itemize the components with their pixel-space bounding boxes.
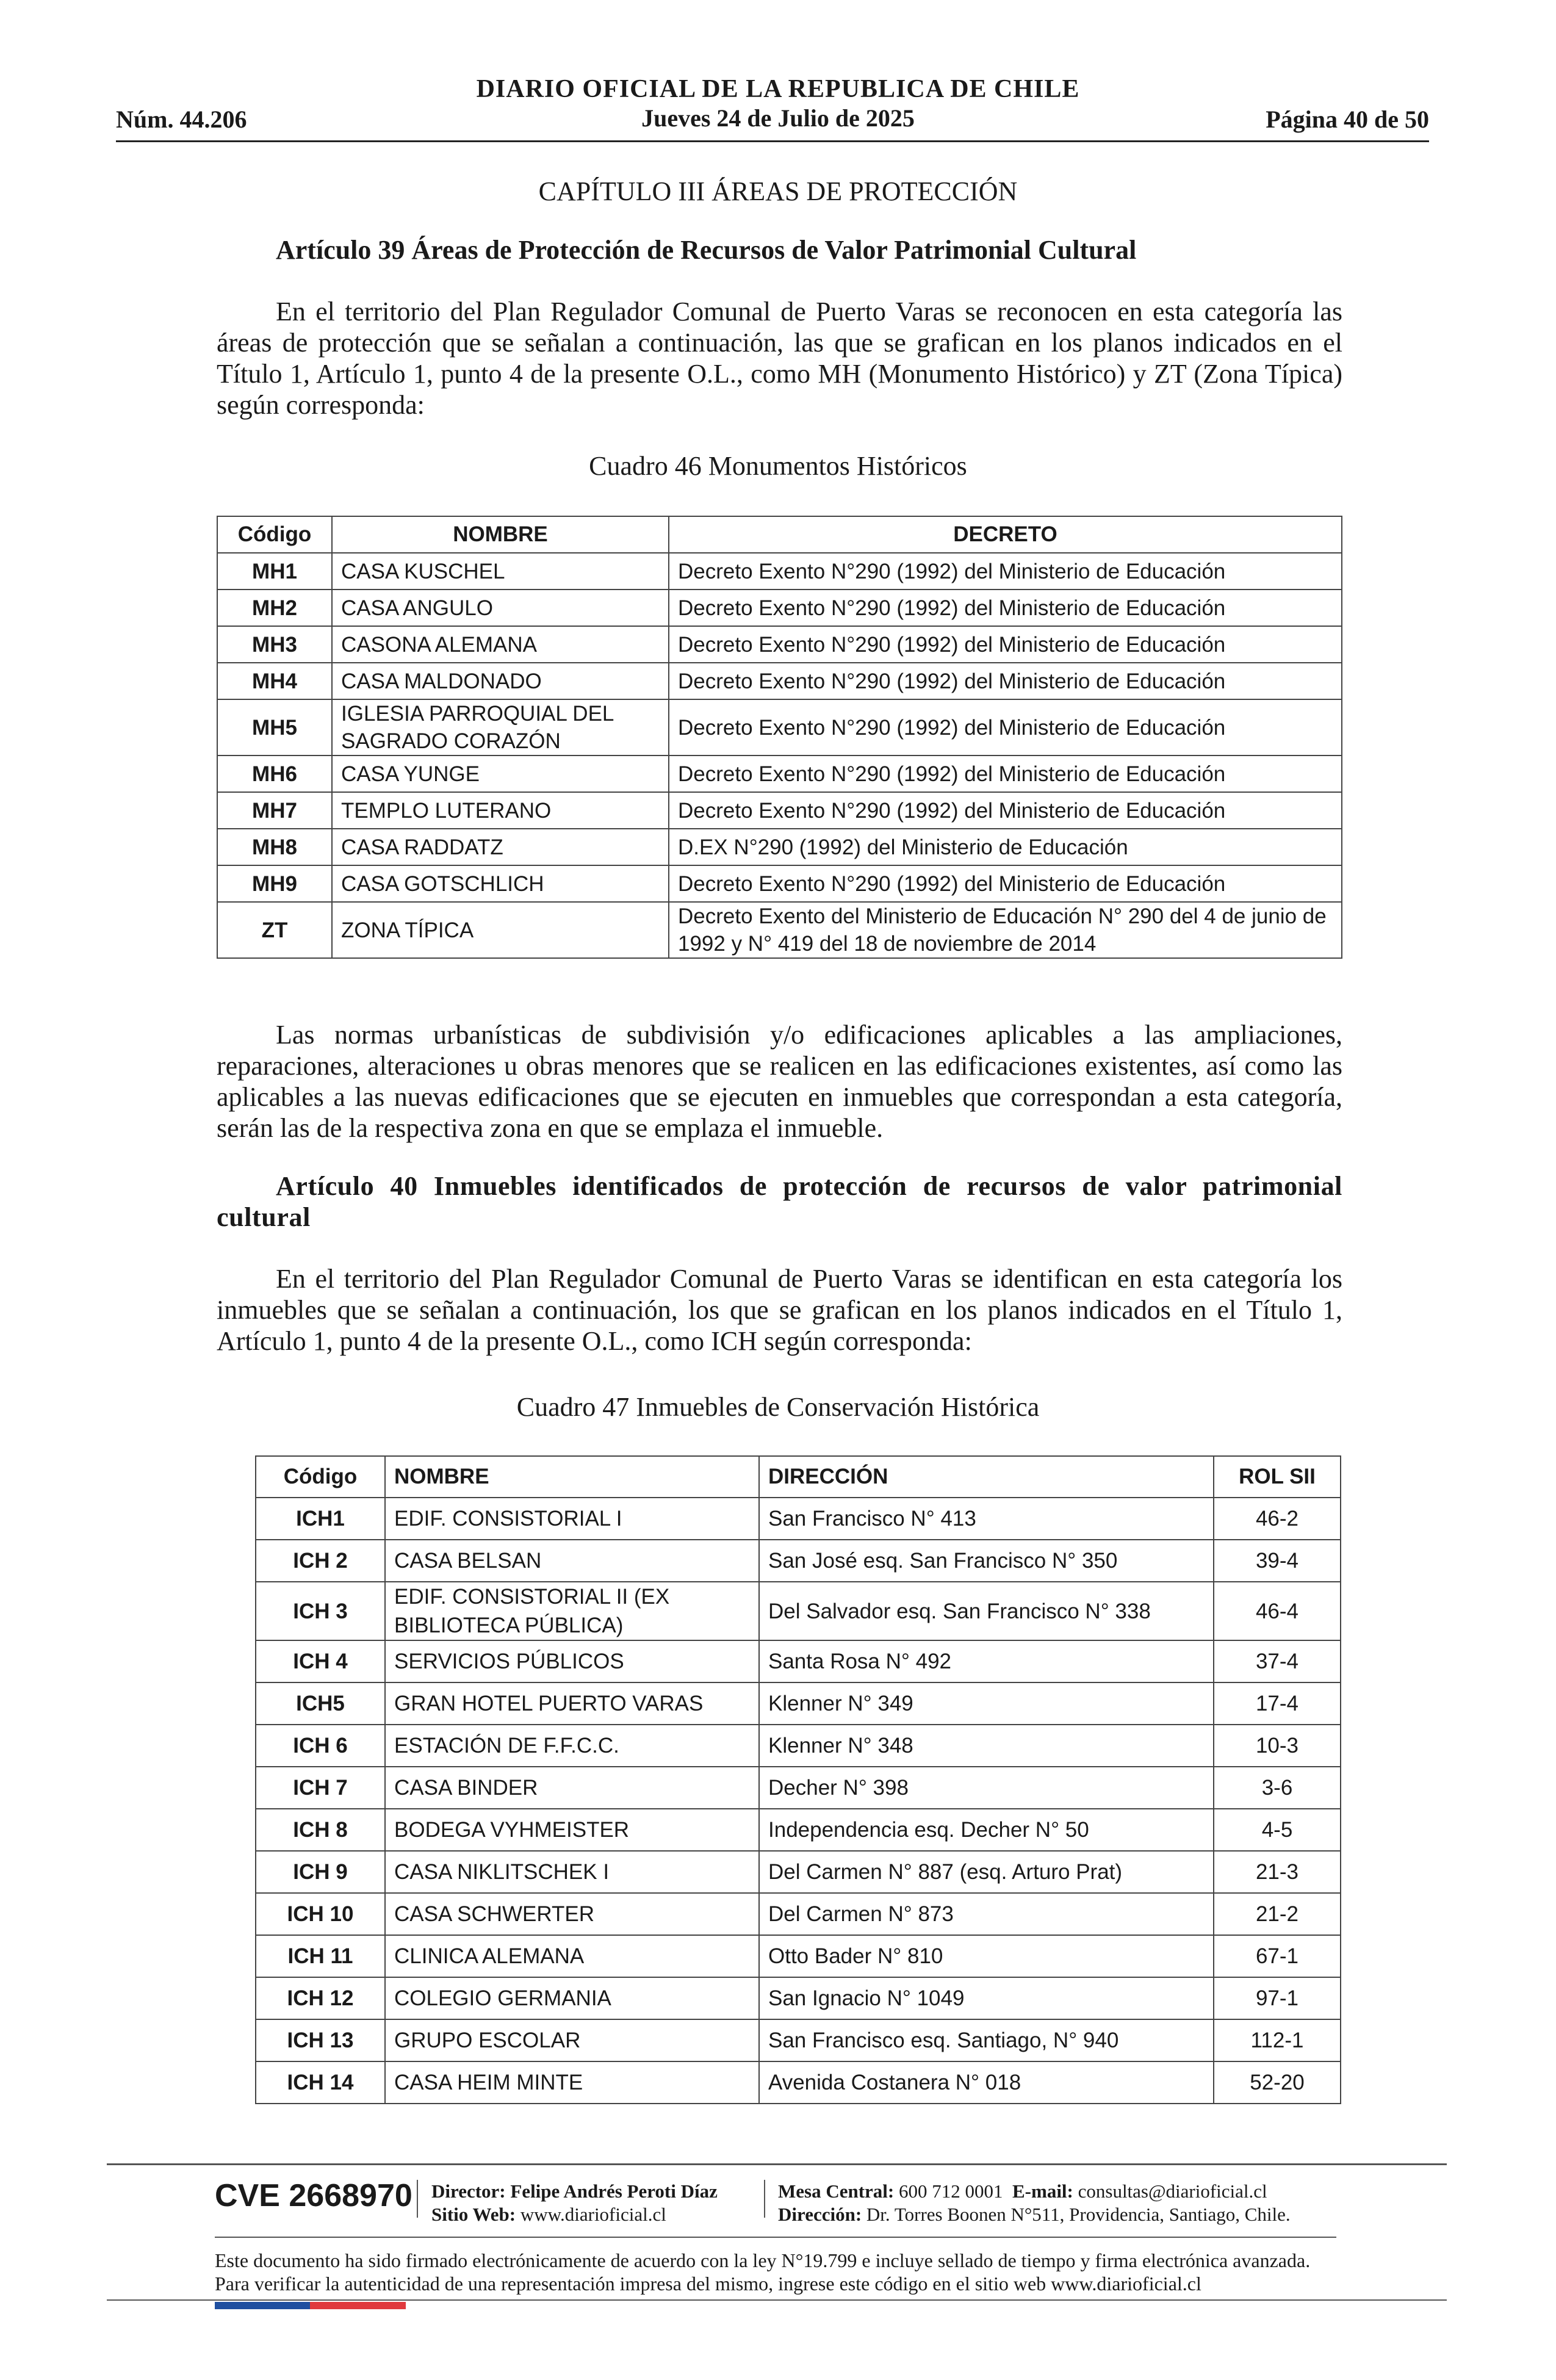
director-name: Felipe Andrés Peroti Díaz [510, 2180, 718, 2202]
article-39-heading: Artículo 39 Áreas de Protección de Recursos de Valor Patrimonial Cultural [276, 235, 1137, 265]
table-47-caption: Cuadro 47 Inmuebles de Conservación Histórica [516, 1392, 1040, 1422]
cell-direccion: San Francisco N° 413 [759, 1498, 1214, 1540]
email-link[interactable]: consultas@diarioficial.cl [1078, 2180, 1267, 2202]
cell-codigo: ICH 3 [256, 1582, 385, 1640]
table-row [256, 1851, 1341, 1893]
table-row [217, 626, 1342, 663]
cell-direccion: San Ignacio N° 1049 [759, 1977, 1214, 2019]
table-row [256, 1935, 1341, 1977]
cell-rol-sii: 46-2 [1214, 1498, 1341, 1540]
cell-codigo: ICH 11 [256, 1935, 385, 1977]
cell-rol-sii: 37-4 [1214, 1640, 1341, 1682]
table-row [256, 1540, 1341, 1582]
table-header-row [217, 516, 1342, 553]
cell-codigo: MH7 [217, 792, 332, 829]
cell-codigo: ICH 14 [256, 2061, 385, 2104]
cell-direccion: Avenida Costanera N° 018 [759, 2061, 1214, 2104]
cell-decreto: Decreto Exento N°290 (1992) del Ministerio de Educación [669, 755, 1342, 792]
article-40-heading: Artículo 40 Inmuebles identificados de protección de recursos de valor patrimonial cultural [217, 1171, 1342, 1232]
cell-rol-sii: 52-20 [1214, 2061, 1341, 2104]
cell-nombre: CASA ANGULO [332, 590, 669, 626]
issue-number: Núm. 44.206 [116, 106, 247, 133]
table-row [217, 553, 1342, 590]
cell-direccion: San José esq. San Francisco N° 350 [759, 1540, 1214, 1582]
table-row [217, 829, 1342, 865]
cell-direccion: San Francisco esq. Santiago, N° 940 [759, 2019, 1214, 2061]
cell-nombre: ZONA TÍPICA [332, 902, 669, 958]
cell-nombre: GRAN HOTEL PUERTO VARAS [385, 1682, 759, 1725]
table-row [256, 1682, 1341, 1725]
cell-nombre: COLEGIO GERMANIA [385, 1977, 759, 2019]
cell-rol-sii: 67-1 [1214, 1935, 1341, 1977]
cell-codigo: MH4 [217, 663, 332, 699]
table-row [217, 590, 1342, 626]
footer-divider [764, 2180, 765, 2218]
flag-stripe-red [310, 2302, 406, 2309]
newspaper-title: DIARIO OFICIAL DE LA REPUBLICA DE CHILE [476, 75, 1080, 103]
cell-direccion: Del Salvador esq. San Francisco N° 338 [759, 1582, 1214, 1640]
cell-direccion: Santa Rosa N° 492 [759, 1640, 1214, 1682]
cell-rol-sii: 3-6 [1214, 1767, 1341, 1809]
cell-direccion: Klenner N° 349 [759, 1682, 1214, 1725]
cell-decreto: D.EX N°290 (1992) del Ministerio de Educación [669, 829, 1342, 865]
site-link[interactable]: www.diarioficial.cl [520, 2204, 666, 2225]
header-nombre: NOMBRE [385, 1456, 759, 1498]
flag-stripe-blue [215, 2302, 310, 2309]
inmuebles-conservacion-table [255, 1455, 1341, 2104]
cell-decreto: Decreto Exento N°290 (1992) del Ministerio de Educación [669, 553, 1342, 590]
cell-nombre: CASA SCHWERTER [385, 1893, 759, 1935]
chapter-title: CAPÍTULO III ÁREAS DE PROTECCIÓN [538, 176, 1018, 206]
cell-codigo: ICH 8 [256, 1809, 385, 1851]
header-decreto: DECRETO [669, 516, 1342, 553]
table-row [256, 1582, 1341, 1640]
cell-nombre: SERVICIOS PÚBLICOS [385, 1640, 759, 1682]
table-row [217, 865, 1342, 902]
cell-nombre: CASA KUSCHEL [332, 553, 669, 590]
address-label: Dirección: [778, 2204, 862, 2225]
header-codigo: Código [256, 1456, 385, 1498]
table-row [217, 755, 1342, 792]
article-40-paragraph: En el territorio del Plan Regulador Comunal de Puerto Varas se identifican en esta categoría los inmuebles que se señalan a continuación, los que se grafican en los planos indicados en el Título 1, Artículo 1, punto 4 de la presente O.L., como ICH según corresponda: [217, 1264, 1342, 1356]
cell-nombre: ESTACIÓN DE F.F.C.C. [385, 1725, 759, 1767]
cell-nombre: CASA RADDATZ [332, 829, 669, 865]
cell-decreto: Decreto Exento N°290 (1992) del Ministerio de Educación [669, 626, 1342, 663]
cve-code: CVE 2668970 [215, 2178, 412, 2213]
footer-bottom-rule [107, 2299, 1447, 2301]
cell-rol-sii: 21-2 [1214, 1893, 1341, 1935]
issue-date: Jueves 24 de Julio de 2025 [641, 104, 915, 132]
table-row [217, 663, 1342, 699]
header-nombre: NOMBRE [332, 516, 669, 553]
normas-paragraph: Las normas urbanísticas de subdivisión y/o edificaciones aplicables a las ampliaciones, reparaciones, alteraciones u obras menores que se realicen en las edificaciones existentes, así como las aplicables a las nuevas edificaciones que se ejecuten en inmuebles que correspondan a esta categoría, serán las de la respectiva zona en que se emplaza el inmueble. [217, 1020, 1342, 1143]
cell-codigo: ICH 4 [256, 1640, 385, 1682]
cell-nombre: CASA BINDER [385, 1767, 759, 1809]
table-row [256, 1977, 1341, 2019]
footer-contact-block [778, 2180, 1291, 2226]
table-row [256, 2061, 1341, 2104]
table-row [256, 1767, 1341, 1809]
cell-direccion: Independencia esq. Decher N° 50 [759, 1809, 1214, 1851]
table-row [217, 699, 1342, 755]
header-rule [116, 140, 1429, 142]
table-row [256, 2019, 1341, 2061]
cell-nombre: CASA GOTSCHLICH [332, 865, 669, 902]
table-46-caption: Cuadro 46 Monumentos Históricos [589, 451, 967, 481]
cell-codigo: ZT [217, 902, 332, 958]
cell-codigo: MH9 [217, 865, 332, 902]
cell-rol-sii: 46-4 [1214, 1582, 1341, 1640]
cell-codigo: ICH5 [256, 1682, 385, 1725]
footer-rule [107, 2163, 1447, 2165]
cell-nombre: TEMPLO LUTERANO [332, 792, 669, 829]
header-codigo: Código [217, 516, 332, 553]
footer-director-block [431, 2180, 718, 2226]
cell-nombre: EDIF. CONSISTORIAL I [385, 1498, 759, 1540]
cell-rol-sii: 10-3 [1214, 1725, 1341, 1767]
signature-notice: Este documento ha sido firmado electrónicamente de acuerdo con la ley N°19.799 e incluye sellado de tiempo y firma electrónica avanzada. Para verificar la autenticidad de una representación impresa del mismo, ingrese este código en el sitio web www.diarioficial.cl [215, 2249, 1311, 2295]
cell-decreto: Decreto Exento N°290 (1992) del Ministerio de Educación [669, 865, 1342, 902]
cell-codigo: MH6 [217, 755, 332, 792]
cell-decreto: Decreto Exento N°290 (1992) del Ministerio de Educación [669, 792, 1342, 829]
cell-codigo: MH8 [217, 829, 332, 865]
cell-codigo: ICH 12 [256, 1977, 385, 2019]
cell-rol-sii: 112-1 [1214, 2019, 1341, 2061]
monumentos-historicos-table [217, 516, 1342, 959]
table-row [256, 1640, 1341, 1682]
article-39-paragraph: En el territorio del Plan Regulador Comunal de Puerto Varas se reconocen en esta categoría las áreas de protección que se señalan a continuación, las que se grafican en los planos indicados en el Título 1, Artículo 1, punto 4 de la presente O.L., como MH (Monumento Histórico) y ZT (Zona Típica) según corresponda: [217, 297, 1342, 420]
phone-value: 600 712 0001 [899, 2180, 1003, 2202]
table-header-row [256, 1456, 1341, 1498]
cell-decreto: Decreto Exento N°290 (1992) del Ministerio de Educación [669, 590, 1342, 626]
phone-label: Mesa Central: [778, 2180, 895, 2202]
email-label: E-mail: [1012, 2180, 1073, 2202]
table-row [217, 902, 1342, 958]
cell-codigo: MH5 [217, 699, 332, 755]
director-label: Director: [431, 2180, 506, 2202]
cell-rol-sii: 39-4 [1214, 1540, 1341, 1582]
cell-nombre: CASA NIKLITSCHEK I [385, 1851, 759, 1893]
table-row [256, 1893, 1341, 1935]
cell-rol-sii: 21-3 [1214, 1851, 1341, 1893]
cell-codigo: MH2 [217, 590, 332, 626]
cell-rol-sii: 4-5 [1214, 1809, 1341, 1851]
cell-nombre: EDIF. CONSISTORIAL II (EX BIBLIOTECA PÚBLICA) [385, 1582, 759, 1640]
table-row [256, 1725, 1341, 1767]
cell-direccion: Del Carmen N° 873 [759, 1893, 1214, 1935]
cell-nombre: CASA MALDONADO [332, 663, 669, 699]
cell-nombre: GRUPO ESCOLAR [385, 2019, 759, 2061]
cell-codigo: ICH 6 [256, 1725, 385, 1767]
footer-inner-rule [215, 2237, 1336, 2238]
cell-nombre: CASA BELSAN [385, 1540, 759, 1582]
cell-codigo: ICH 9 [256, 1851, 385, 1893]
cell-codigo: ICH 13 [256, 2019, 385, 2061]
table-row [256, 1809, 1341, 1851]
cell-direccion: Klenner N° 348 [759, 1725, 1214, 1767]
footer-divider [417, 2180, 418, 2218]
cell-nombre: CASA HEIM MINTE [385, 2061, 759, 2104]
table-row [217, 792, 1342, 829]
cell-decreto: Decreto Exento N°290 (1992) del Ministerio de Educación [669, 663, 1342, 699]
site-label: Sitio Web: [431, 2204, 516, 2225]
cell-codigo: MH1 [217, 553, 332, 590]
cell-codigo: ICH 10 [256, 1893, 385, 1935]
header-direccion: DIRECCIÓN [759, 1456, 1214, 1498]
cell-direccion: Otto Bader N° 810 [759, 1935, 1214, 1977]
address-value: Dr. Torres Boonen N°511, Providencia, Santiago, Chile. [866, 2204, 1291, 2225]
cell-nombre: CLINICA ALEMANA [385, 1935, 759, 1977]
cell-rol-sii: 97-1 [1214, 1977, 1341, 2019]
cell-nombre: BODEGA VYHMEISTER [385, 1809, 759, 1851]
cell-nombre: CASONA ALEMANA [332, 626, 669, 663]
cell-direccion: Del Carmen N° 887 (esq. Arturo Prat) [759, 1851, 1214, 1893]
cell-codigo: ICH 2 [256, 1540, 385, 1582]
page-indicator: Página 40 de 50 [1266, 106, 1429, 133]
cell-codigo: MH3 [217, 626, 332, 663]
cell-codigo: ICH1 [256, 1498, 385, 1540]
header-rol-sii: ROL SII [1214, 1456, 1341, 1498]
table-row [256, 1498, 1341, 1540]
cell-codigo: ICH 7 [256, 1767, 385, 1809]
cell-decreto: Decreto Exento del Ministerio de Educación N° 290 del 4 de junio de 1992 y N° 419 del 18 de noviembre de 2014 [669, 902, 1342, 958]
cell-nombre: CASA YUNGE [332, 755, 669, 792]
cell-decreto: Decreto Exento N°290 (1992) del Ministerio de Educación [669, 699, 1342, 755]
cell-nombre: IGLESIA PARROQUIAL DEL SAGRADO CORAZÓN [332, 699, 669, 755]
cell-rol-sii: 17-4 [1214, 1682, 1341, 1725]
cell-direccion: Decher N° 398 [759, 1767, 1214, 1809]
